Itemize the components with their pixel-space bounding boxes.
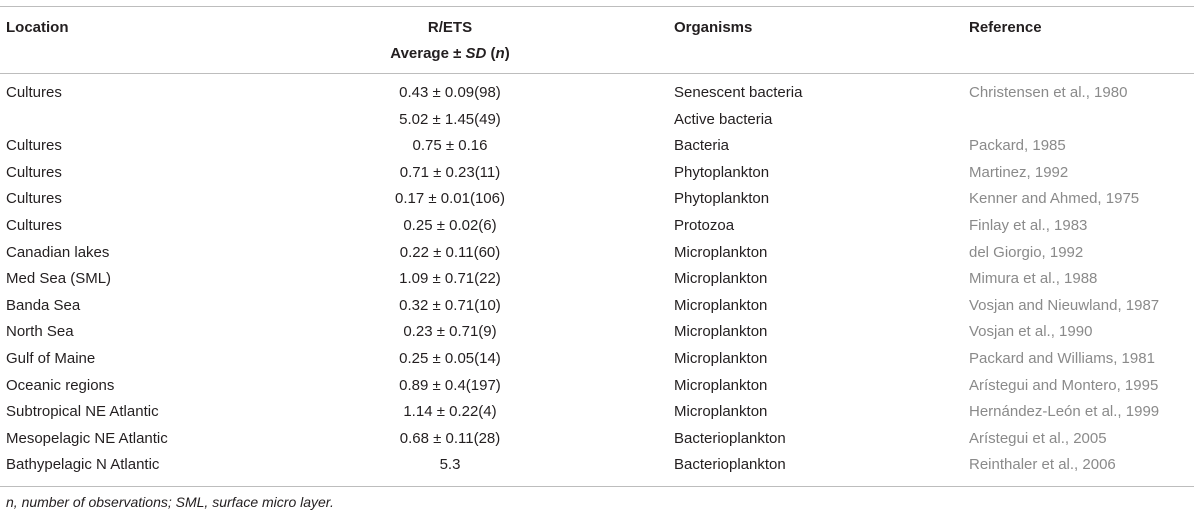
cell-reference: Christensen et al., 1980	[969, 84, 1128, 101]
cell-location: North Sea	[6, 323, 74, 341]
header-rets-sub-sd: SD	[465, 45, 487, 62]
table-row	[0, 294, 1200, 321]
table-row	[0, 267, 1200, 294]
cell-location: Cultures	[6, 216, 62, 234]
header-rets-sub-suffix: )	[504, 45, 510, 62]
cell-reference: Arístegui and Montero, 1995	[969, 376, 1159, 394]
cell-value: 0.68 ± 0.11(28)	[399, 429, 501, 447]
cell-organism: Protozoa	[674, 216, 735, 234]
table-header-rule	[0, 73, 1194, 74]
cell-value: 0.89 ± 0.4(197)	[399, 376, 501, 394]
cell-organism: Active bacteria	[674, 110, 773, 128]
cell-reference: Reinthaler et al., 2006	[969, 456, 1116, 474]
cell-location: Subtropical NE Atlantic	[6, 403, 159, 421]
cell-reference: Vosjan and Nieuwland, 1987	[969, 296, 1160, 314]
table-row	[0, 187, 1200, 214]
cell-organism: Senescent bacteria	[674, 84, 803, 101]
cell-location: Med Sea (SML)	[6, 270, 112, 288]
header-organisms: Organisms	[674, 19, 753, 36]
cell-organism: Microplankton	[674, 403, 768, 421]
table-row	[0, 81, 1200, 108]
header-rets: R/ETS	[427, 19, 473, 36]
cell-value: 0.23 ± 0.71(9)	[403, 323, 497, 341]
cell-value: 1.14 ± 0.22(4)	[403, 403, 497, 421]
cell-organism: Microplankton	[674, 243, 768, 261]
table-row	[0, 108, 1200, 135]
header-rets-subtitle	[360, 43, 540, 65]
cell-reference: Martinez, 1992	[969, 163, 1069, 181]
cell-reference: Kenner and Ahmed, 1975	[969, 190, 1140, 208]
cell-location: Canadian lakes	[6, 243, 110, 261]
table-row	[0, 427, 1200, 454]
cell-value: 0.43 ± 0.09(98)	[399, 84, 501, 101]
cell-location: Bathypelagic N Atlantic	[6, 456, 160, 474]
table-bottom-rule	[0, 486, 1194, 487]
cell-location: Banda Sea	[6, 296, 81, 314]
cell-organism: Phytoplankton	[674, 190, 770, 208]
cell-organism: Microplankton	[674, 323, 768, 341]
cell-reference: Finlay et al., 1983	[969, 216, 1088, 234]
cell-location: Cultures	[6, 84, 62, 101]
cell-organism: Microplankton	[674, 270, 768, 288]
cell-value: 0.22 ± 0.11(60)	[399, 243, 501, 261]
table-row	[0, 374, 1200, 401]
table-body	[0, 81, 1200, 480]
cell-reference: Arístegui et al., 2005	[969, 429, 1107, 447]
table-row	[0, 400, 1200, 427]
cell-organism: Phytoplankton	[674, 163, 770, 181]
cell-organism: Microplankton	[674, 349, 768, 367]
cell-organism: Bacterioplankton	[674, 429, 786, 447]
cell-value: 1.09 ± 0.71(22)	[399, 270, 501, 288]
cell-reference: Vosjan et al., 1990	[969, 323, 1093, 341]
header-location: Location	[6, 19, 69, 36]
cell-value: 0.25 ± 0.05(14)	[399, 349, 501, 367]
table-row	[0, 241, 1200, 268]
table-row	[0, 453, 1200, 480]
cell-value: 5.02 ± 1.45(49)	[399, 110, 501, 128]
cell-location: Oceanic regions	[6, 376, 115, 394]
cell-organism: Microplankton	[674, 296, 768, 314]
cell-value: 0.25 ± 0.02(6)	[403, 216, 497, 234]
cell-value: 0.71 ± 0.23(11)	[399, 163, 501, 181]
cell-location: Cultures	[6, 190, 62, 208]
table-row	[0, 214, 1200, 241]
cell-reference: Packard, 1985	[969, 137, 1066, 155]
table-row	[0, 134, 1200, 161]
header-rets-sub-n: n	[495, 45, 505, 62]
header-reference: Reference	[969, 19, 1042, 36]
cell-organism: Bacterioplankton	[674, 456, 786, 474]
cell-reference: Hernández-León et al., 1999	[969, 403, 1160, 421]
table-row	[0, 347, 1200, 374]
cell-reference: Packard and Williams, 1981	[969, 349, 1155, 367]
cell-value: 5.3	[439, 456, 461, 474]
cell-value: 0.75 ± 0.16	[412, 137, 488, 155]
cell-location: Cultures	[6, 137, 62, 155]
cell-location: Mesopelagic NE Atlantic	[6, 429, 168, 447]
table-row	[0, 161, 1200, 188]
cell-value: 0.32 ± 0.71(10)	[399, 296, 501, 314]
table-top-rule	[0, 6, 1194, 7]
header-rets-sub-mid: (	[486, 45, 496, 62]
table-row	[0, 320, 1200, 347]
cell-organism: Bacteria	[674, 137, 730, 155]
cell-location: Cultures	[6, 163, 62, 181]
cell-reference: Mimura et al., 1988	[969, 270, 1098, 288]
cell-organism: Microplankton	[674, 376, 768, 394]
header-rets-sub-prefix: Average ±	[390, 45, 466, 62]
cell-location: Gulf of Maine	[6, 349, 96, 367]
table-footnote: n, number of observations; SML, surface micro layer.	[6, 494, 334, 510]
cell-reference: del Giorgio, 1992	[969, 243, 1084, 261]
cell-value: 0.17 ± 0.01(106)	[395, 190, 505, 208]
